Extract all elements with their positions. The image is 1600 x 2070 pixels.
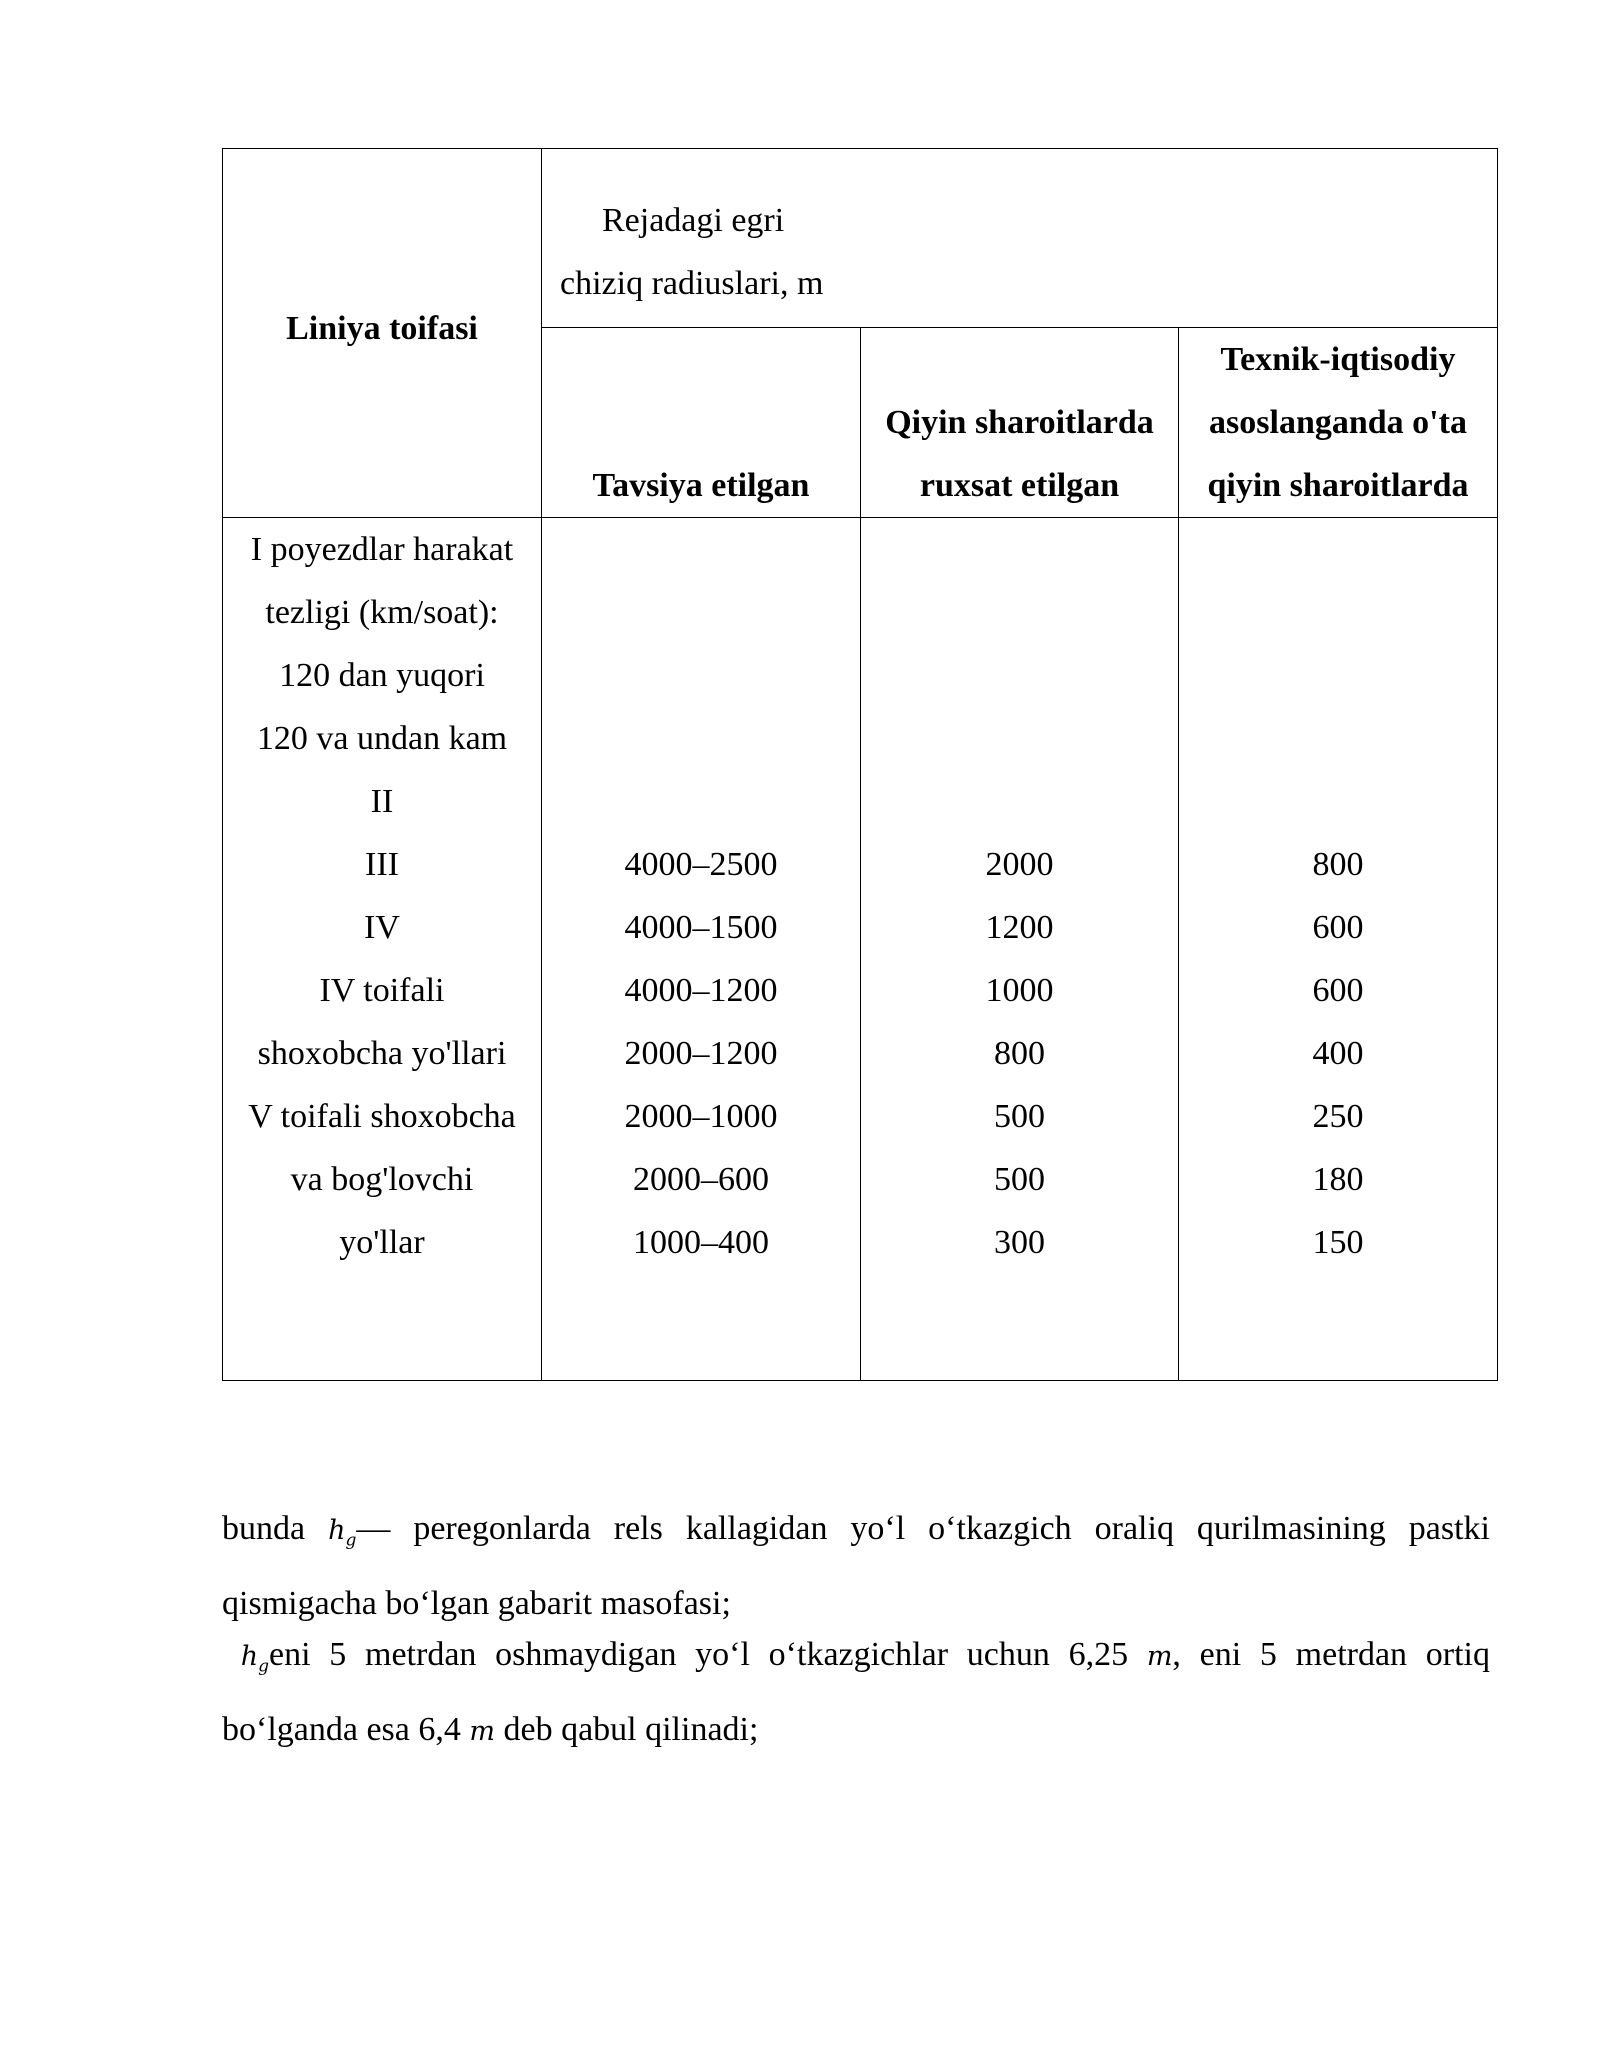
difficult-value: 1200 <box>985 909 1054 946</box>
very-difficult-value: 600 <box>1312 972 1364 1009</box>
recommended-value: 2000–1200 <box>624 1035 778 1072</box>
very-difficult-value: 250 <box>1312 1098 1364 1135</box>
paragraph-line: qismigacha bo‘lgan gabarit masofasi; <box>222 1585 731 1623</box>
recommended-value: 2000–1000 <box>624 1098 778 1135</box>
header-very-difficult-line1: Texnik-iqtisodiy <box>1220 341 1456 378</box>
blank-line <box>861 707 1178 770</box>
blank-line <box>1179 518 1497 581</box>
header-recommended-label: Tavsiya etilgan <box>592 467 810 504</box>
category-line: III <box>365 846 399 883</box>
very-difficult-value: 150 <box>1312 1224 1364 1261</box>
blank-line <box>542 518 860 581</box>
difficult-cell <box>861 518 1179 1381</box>
table-header-row <box>223 149 1498 328</box>
blank-line <box>861 644 1178 707</box>
very-difficult-value: 600 <box>1312 909 1364 946</box>
paragraph-text: bo‘lganda esa 6,4 <box>222 1711 461 1749</box>
category-line: 120 va undan kam <box>256 720 508 757</box>
word-bunda: bunda <box>222 1510 306 1547</box>
header-group-line2: chiziq radiuslari, m <box>560 265 824 302</box>
category-line: shoxobcha yo'llari <box>257 1035 507 1072</box>
very-difficult-value: 400 <box>1312 1035 1364 1072</box>
difficult-value: 500 <box>994 1098 1045 1135</box>
header-category-label: Liniya toifasi <box>286 309 478 347</box>
definition-paragraph-hg <box>222 1497 1490 1635</box>
very-difficult-cell <box>1179 518 1498 1381</box>
paragraph-text: , eni 5 metrdan ortiq <box>1172 1636 1490 1673</box>
very-difficult-value: 180 <box>1312 1161 1364 1198</box>
difficult-value: 800 <box>994 1035 1045 1072</box>
difficult-value: 500 <box>994 1161 1045 1198</box>
definition-paragraph-values <box>222 1623 1490 1763</box>
table-body-row <box>223 518 1498 1381</box>
header-very-difficult-cell <box>1179 328 1498 518</box>
paragraph-text: eni 5 metrdan oshmaydigan yo‘l o‘tkazgichlar uchun 6,25 <box>269 1636 1129 1673</box>
paragraph-line <box>222 1623 1490 1698</box>
blank-line <box>542 644 860 707</box>
header-group-line1: Rejadagi egri <box>602 202 785 239</box>
paragraph-text: — peregonlarda rels kallagidan yo‘l o‘tkazgich oraliq qurilmasining pastki <box>356 1510 1491 1547</box>
difficult-value: 300 <box>994 1224 1045 1261</box>
category-cell <box>223 518 542 1381</box>
paragraph-line <box>222 1497 1490 1572</box>
recommended-value: 4000–1500 <box>624 909 778 946</box>
header-difficult-line1: Qiyin sharoitlarda <box>885 404 1154 441</box>
recommended-value: 1000–400 <box>633 1224 769 1261</box>
blank-line <box>542 581 860 644</box>
recommended-cell <box>542 518 861 1381</box>
header-recommended-cell <box>542 328 861 518</box>
category-line: V toifali shoxobcha <box>248 1098 516 1135</box>
category-line: IV toifali <box>319 972 445 1009</box>
blank-line <box>1179 581 1497 644</box>
blank-line <box>1179 644 1497 707</box>
blank-line <box>542 707 860 770</box>
paragraph-text: deb qabul qilinadi; <box>503 1711 759 1749</box>
blank-line <box>1179 770 1497 833</box>
difficult-value: 2000 <box>985 846 1054 883</box>
header-very-difficult-line3: qiyin sharoitlarda <box>1207 467 1469 504</box>
category-line: va bog'lovchi <box>290 1161 474 1198</box>
blank-line <box>1179 707 1497 770</box>
unit-m: m <box>1146 1641 1173 1672</box>
hg-symbol: $h_g$ <box>328 1515 357 1551</box>
recommended-value: 4000–1200 <box>624 972 778 1009</box>
category-line: 120 dan yuqori <box>279 657 485 694</box>
curve-radius-table <box>222 148 1498 1381</box>
hg-symbol: $h_g$ <box>240 1641 270 1677</box>
blank-line <box>861 770 1178 833</box>
header-difficult-cell <box>861 328 1179 518</box>
header-category-cell <box>223 149 542 518</box>
very-difficult-value: 800 <box>1312 846 1364 883</box>
unit-m: m <box>469 1716 495 1748</box>
blank-line <box>861 518 1178 581</box>
recommended-value: 4000–2500 <box>624 846 778 883</box>
category-line: IV <box>364 909 400 946</box>
category-line: tezligi (km/soat): <box>265 594 499 631</box>
header-group-cell <box>542 149 1498 328</box>
category-line: II <box>370 783 394 820</box>
header-difficult-line2: ruxsat etilgan <box>919 467 1120 504</box>
category-line: yo'llar <box>339 1224 425 1261</box>
header-very-difficult-line2: asoslanganda o'ta <box>1209 404 1467 441</box>
paragraph-line <box>222 1698 1490 1763</box>
difficult-value: 1000 <box>985 972 1054 1009</box>
blank-line <box>542 770 860 833</box>
blank-line <box>861 581 1178 644</box>
category-line: I poyezdlar harakat <box>250 531 514 568</box>
recommended-value: 2000–600 <box>633 1161 769 1198</box>
